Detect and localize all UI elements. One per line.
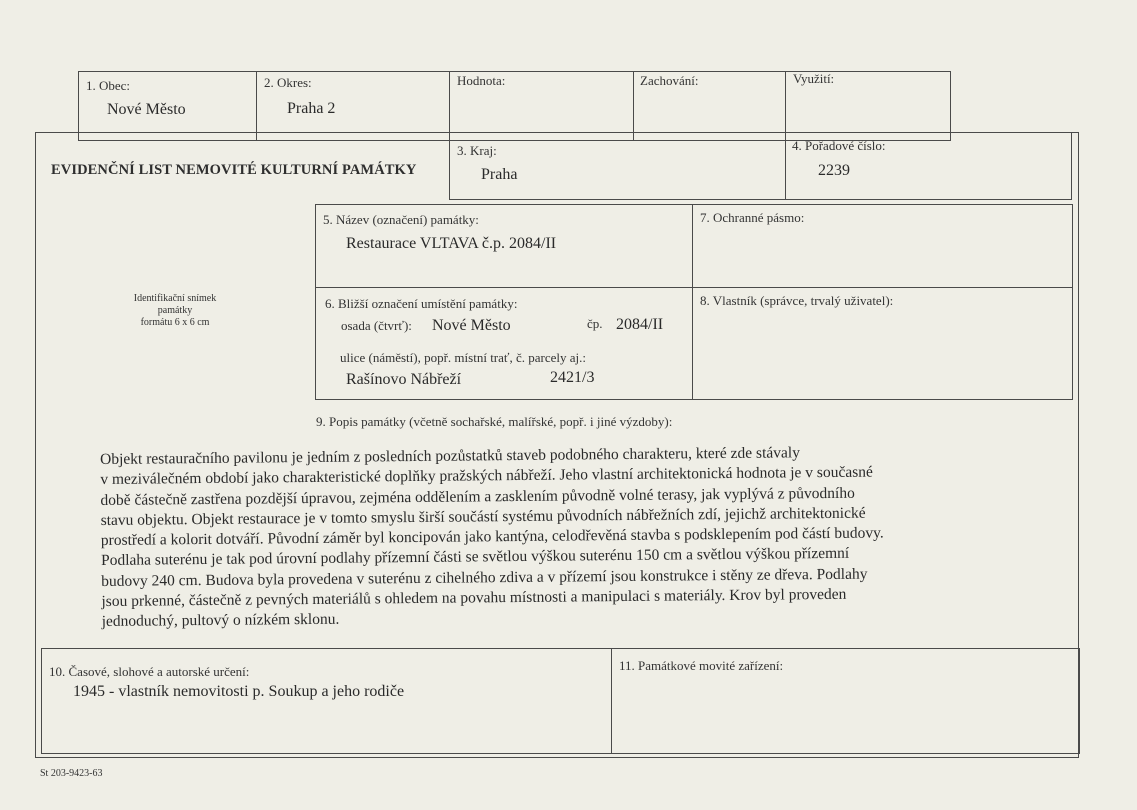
description-line: jsou prkenné, částečně z pevných materiálů s ohledem na povahu místnosti a manipulaci s materiály. Krov byl proveden bbox=[101, 585, 847, 611]
field-vlastnik-label: 8. Vlastník (správce, trvalý uživatel): bbox=[700, 293, 894, 308]
photo-placeholder bbox=[110, 293, 240, 329]
field-okres-label: 2. Okres: bbox=[264, 75, 312, 90]
field-popis-label: 9. Popis památky (včetně sochařské, malířské, popř. i jiné výzdoby): bbox=[316, 414, 673, 429]
divider bbox=[449, 199, 1071, 200]
field-blizsi-label: 6. Bližší označení umístění památky: bbox=[325, 296, 518, 311]
photo-line-2: památky bbox=[157, 305, 193, 316]
field-obec-value: Nové Město bbox=[107, 101, 186, 118]
divider bbox=[785, 132, 786, 200]
description-line: v meziválečném období jako charakteristické doplňky pražských nábřeží. Jeho vlastní architektonická hodnota je v současné bbox=[100, 463, 873, 489]
description-line: prostředí a kolorit dotváří. Původní záměr byl koncipován jako kantýna, celodřevěná stavba s podsklepením pod částí budovy. bbox=[100, 524, 884, 550]
description-text bbox=[100, 442, 885, 632]
field-cp-label: čp. bbox=[587, 316, 603, 331]
field-osada-label: osada (čtvrť): bbox=[341, 318, 412, 333]
field-okres-value: Praha 2 bbox=[287, 100, 336, 117]
description-line: budovy 240 cm. Budova byla provedena v suterénu z cihelného zdiva a v přízemí jsou konstrukce i stěny ze dřeva. Podlahy bbox=[101, 565, 868, 590]
description-line: době částečně zastřena pozdější úpravou, zejména oddělením a zasklením původně volné terasy, jak vyplývá z původního bbox=[100, 484, 855, 509]
field-cp-value: 2084/II bbox=[616, 316, 664, 333]
field-ulice-label: ulice (náměstí), popř. místní trať, č. parcely aj.: bbox=[340, 350, 586, 365]
field-movite-label: 11. Památkové movité zařízení: bbox=[619, 658, 784, 673]
page-title: EVIDENČNÍ LIST NEMOVITÉ KULTURNÍ PAMÁTKY bbox=[51, 162, 417, 178]
divider bbox=[611, 648, 612, 754]
field-poradove-value: 2239 bbox=[818, 162, 850, 179]
field-zachovani-label: Zachování: bbox=[640, 73, 699, 88]
divider bbox=[449, 71, 450, 141]
divider bbox=[449, 132, 450, 200]
field-casove-value: 1945 - vlastník nemovitosti p. Soukup a jeho rodiče bbox=[73, 683, 405, 700]
field-ulice-value: Rašínovo Nábřeží bbox=[346, 371, 462, 388]
divider bbox=[256, 71, 257, 141]
field-nazev-label: 5. Název (označení) památky: bbox=[323, 212, 479, 227]
field-osada-value: Nové Město bbox=[432, 317, 511, 334]
field-nazev-value: Restaurace VLTAVA č.p. 2084/II bbox=[346, 235, 557, 252]
description-line: jednoduchý, pultový o nízkém sklonu. bbox=[101, 611, 340, 631]
divider bbox=[315, 287, 1073, 288]
photo-line-1: Identifikační snímek bbox=[133, 293, 217, 304]
divider bbox=[692, 204, 693, 400]
description-line: stavu objektu. Objekt restaurace je v tomto smyslu širší součástí systému původních nábřežních zdí, jejichž architektonické bbox=[100, 504, 866, 529]
divider bbox=[1071, 132, 1072, 200]
field-kraj-value: Praha bbox=[481, 166, 518, 183]
field-poradove-label: 4. Pořadové číslo: bbox=[792, 138, 886, 153]
field-kraj-label: 3. Kraj: bbox=[457, 143, 497, 158]
field-vyuziti-label: Využití: bbox=[793, 71, 835, 86]
description-line: Podlaha suterénu je tak pod úrovní podlahy přízemní části se světlou výškou suterénu 150 cm a světlou výškou přízemní bbox=[100, 545, 850, 570]
description-line: Objekt restauračního pavilonu je jedním z posledních pozůstatků staveb podobného charakteru, které zde stávaly bbox=[100, 444, 800, 468]
field-parcela-value: 2421/3 bbox=[550, 369, 595, 386]
field-hodnota-label: Hodnota: bbox=[457, 73, 506, 88]
photo-line-3: formátu 6 x 6 cm bbox=[140, 317, 210, 328]
divider bbox=[633, 71, 634, 141]
field-ochranne-label: 7. Ochranné pásmo: bbox=[700, 210, 805, 225]
field-obec-label: 1. Obec: bbox=[86, 78, 131, 93]
field-casove-label: 10. Časové, slohové a autorské určení: bbox=[49, 664, 250, 679]
form-code: St 203-9423-63 bbox=[40, 768, 103, 779]
divider bbox=[785, 71, 786, 141]
